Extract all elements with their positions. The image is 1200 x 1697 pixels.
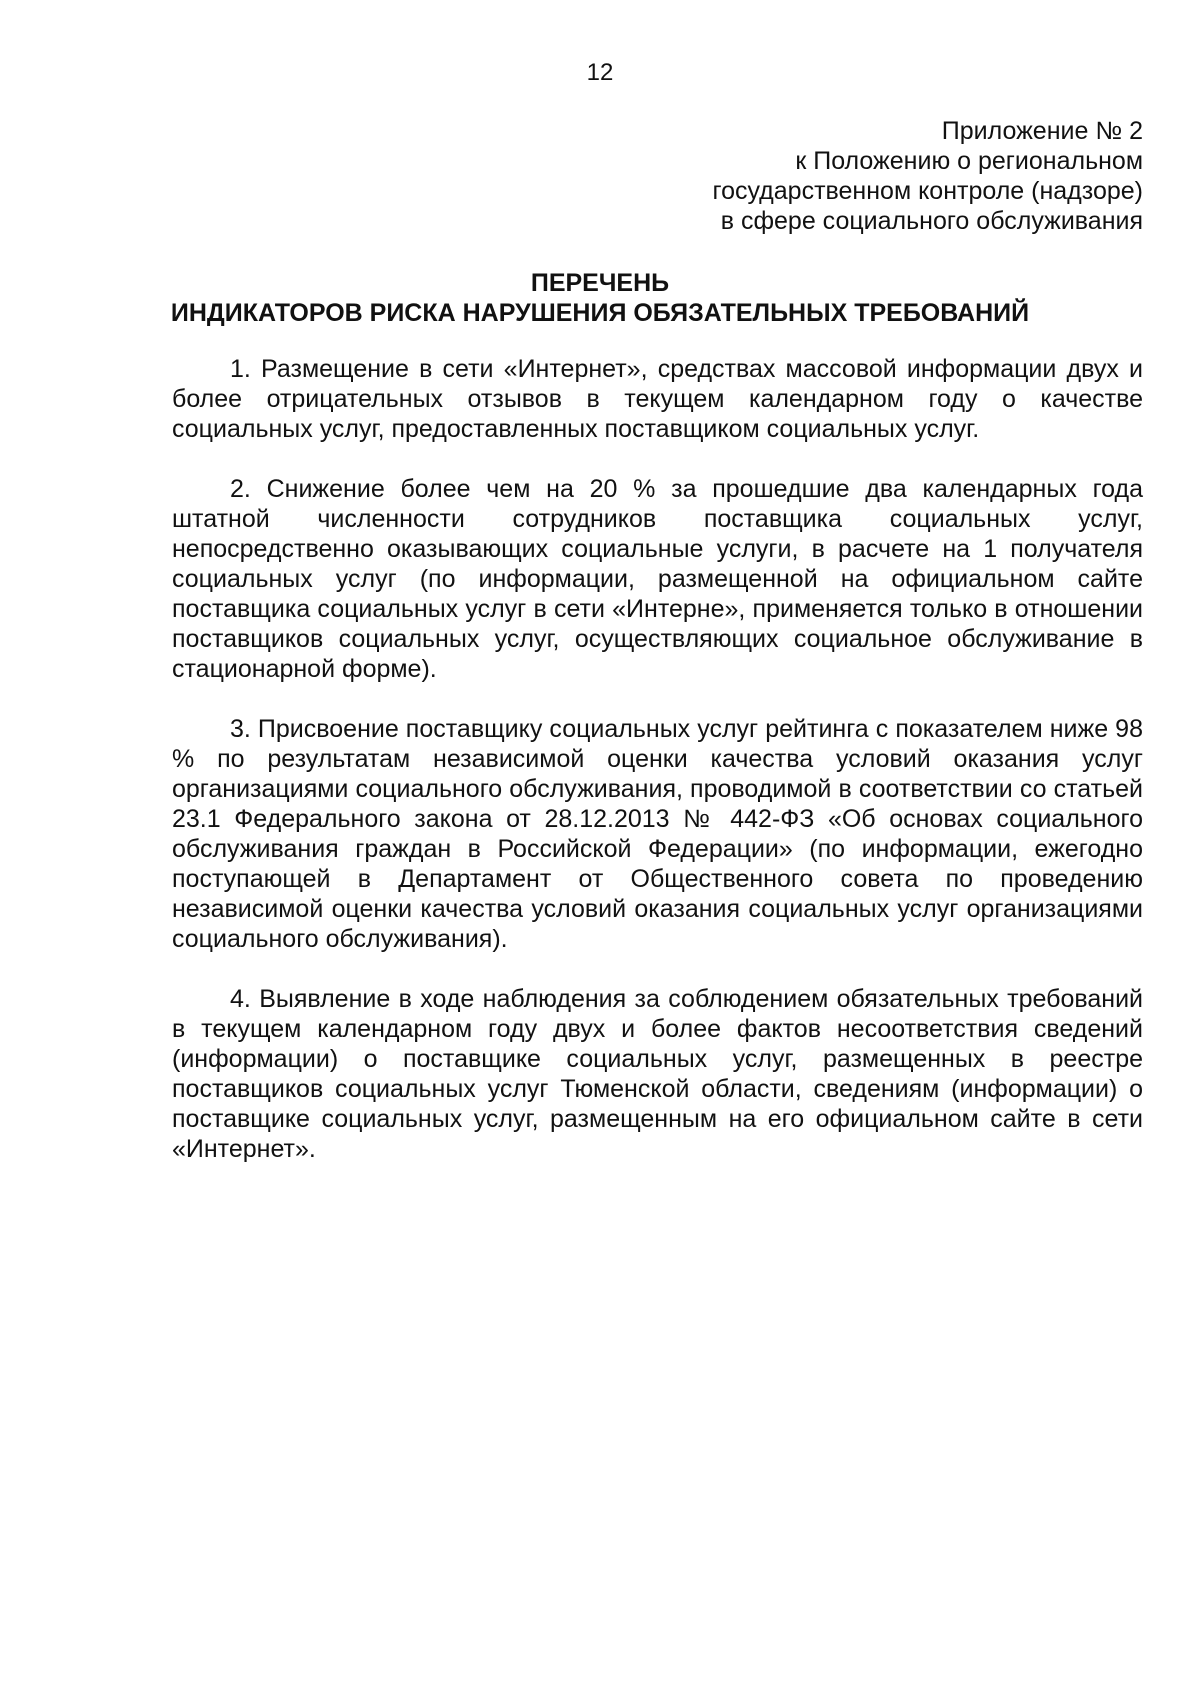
heading-title: ПЕРЕЧЕНЬ [530,269,670,297]
paragraph-item-1: 1. Размещение в сети «Интернет», средствах массовой информации двух и более отрицательных отзывов в текущем календарном году о качестве социальных услуг, предоставленных поставщиком социальных услуг. [172,355,1143,443]
paragraph-item-4: 4. Выявление в ходе наблюдения за соблюдением обязательных требований в текущем календарном году двух и более фактов несоответствия сведений (информации) о поставщике социальных услуг, размещенных в реестре поставщиков социальных услуг Тюменской области, сведениям (информации) о поставщике социальных услуг, размещенным на его официальном сайте в сети «Интернет». [172,985,1143,1163]
appendix-line-4: в сфере социального обслуживания [720,207,1143,235]
appendix-line-1: Приложение № 2 [941,117,1143,145]
heading-subtitle: ИНДИКАТОРОВ РИСКА НАРУШЕНИЯ ОБЯЗАТЕЛЬНЫХ ТРЕБОВАНИЙ [170,299,1030,327]
appendix-reference [443,116,1143,236]
document-body [172,354,1143,1194]
paragraph-item-3: 3. Присвоение поставщику социальных услуг рейтинга с показателем ниже 98 % по результатам независимой оценки качества условий оказания услуг организациями социального обслуживания, проводимой в соответствии со статьей 23.1 Федерального закона от 28.12.2013 № 442-ФЗ «Об основах социального обслуживания граждан в Российской Федерации» (по информации, ежегодно поступающей в Департамент от Общественного совета по проведению независимой оценки качества условий оказания социальных услуг организациями социального обслуживания). [172,715,1143,953]
document-heading [0,268,1200,328]
page-number: 12 [586,59,614,86]
paragraph-item-2: 2. Снижение более чем на 20 % за прошедшие два календарных года штатной численности сотрудников поставщика социальных услуг, непосредственно оказывающих социальные услуги, в расчете на 1 получателя социальных услуг (по информации, размещенной на официальном сайте поставщика социальных услуг в сети «Интерне», применяется только в отношении поставщиков социальных услуг, осуществляющих социальное обслуживание в стационарной форме). [172,475,1143,683]
appendix-line-3: государственном контроле (надзоре) [712,177,1143,205]
appendix-line-2: к Положению о региональном [795,147,1143,175]
